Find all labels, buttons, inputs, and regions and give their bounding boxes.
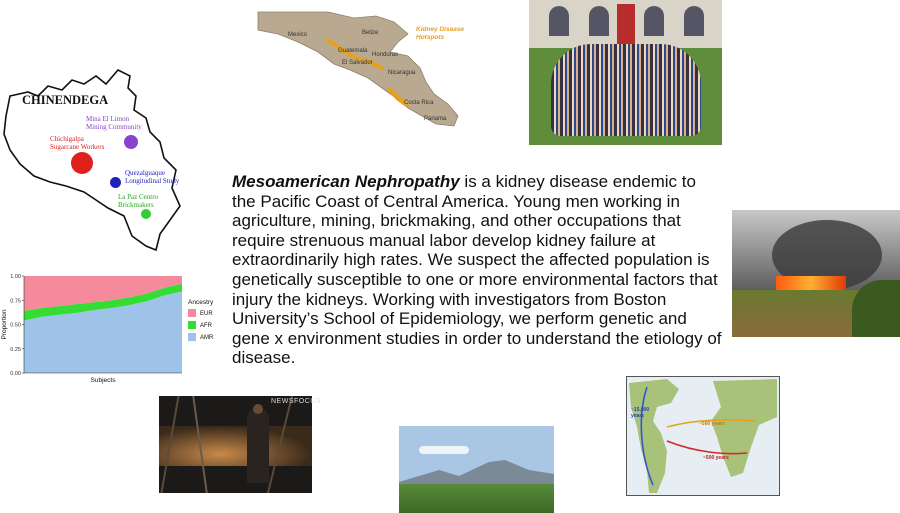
hotspots-legend: Kidney Disease Hotspots (416, 26, 465, 41)
site-label-mina-el-limon: Mina El Limon Mining Community (86, 115, 142, 131)
migration-map-land (627, 377, 779, 495)
country-belize: Belize (362, 30, 379, 36)
y-tick-label: 0.50 (10, 322, 21, 329)
site-label-quezalguaque: Quezalguaque Longitudinal Study (125, 169, 180, 185)
country-honduras: Honduras (372, 52, 399, 58)
site-label-la-paz-centro: La Paz Centro Brickmakers (118, 193, 159, 209)
field-fire-photo (732, 210, 900, 337)
description-body: is a kidney disease endemic to the Pacific Coast of Central America. Young men working in agriculture, mining, brickmaking, and other occupations that require strenuous manual labor develop kidney failure at extraordinarily high rates. We suspect the affected population is genetically susceptible to one or more environmental factors that injury the kidneys. Working with investigators from Boston University’s School of Epidemiology, we perform genetic and gene x environment studies in order to understand the etiology of disease. (232, 172, 722, 368)
country-el-salvador: El Salvador (342, 60, 373, 66)
country-panama: Panama (424, 116, 447, 122)
ancestry-chart-svg (0, 268, 222, 390)
central-america-map (258, 12, 470, 130)
news-masthead: NEWSFOCUS (271, 398, 321, 405)
legend-title: Ancestry (188, 299, 214, 306)
y-axis-label: Proportion (1, 309, 8, 340)
chinandega-title: CHINENDEGA (22, 93, 109, 107)
site-dot-chichigalpa (71, 152, 93, 174)
migration-label-500-a: ~500 years (699, 421, 725, 427)
country-mexico: Mexico (288, 32, 308, 38)
y-tick-label: 0.75 (10, 298, 21, 305)
legend-swatch-afr (188, 321, 196, 329)
sugarcane-worker-photo (159, 396, 321, 493)
site-label-chichigalpa: Chichigalpa Sugarcane Workers (50, 135, 105, 151)
country-costa-rica: Costa Rica (404, 100, 434, 106)
migration-label-500-b: ~500 years (703, 455, 729, 461)
legend-label-eur: EUR (200, 311, 213, 317)
migration-map (626, 376, 780, 496)
migration-label-15000: ~15,000 years (631, 407, 650, 419)
disease-name: Mesoamerican Nephropathy (232, 172, 460, 191)
legend-label-amr: AMR (200, 335, 214, 341)
ancestry-chart (0, 268, 222, 390)
legend-label-afr: AFR (200, 323, 212, 329)
y-tick-label: 0.25 (10, 346, 21, 353)
site-dot-la-paz-centro (141, 209, 151, 219)
legend-swatch-eur (188, 309, 196, 317)
x-axis-label: Subjects (90, 377, 116, 384)
description-paragraph (232, 172, 722, 368)
country-nicaragua: Nicaragua (388, 70, 416, 76)
country-guatemala: Guatemala (338, 48, 368, 54)
chinandega-map (0, 66, 185, 256)
y-tick-label: 1.00 (10, 274, 21, 280)
volcano-landscape-photo (399, 426, 554, 513)
group-photo (529, 0, 722, 145)
site-dot-quezalguaque (110, 177, 121, 188)
legend-swatch-amr (188, 333, 196, 341)
y-tick-label: 0.00 (10, 371, 21, 377)
